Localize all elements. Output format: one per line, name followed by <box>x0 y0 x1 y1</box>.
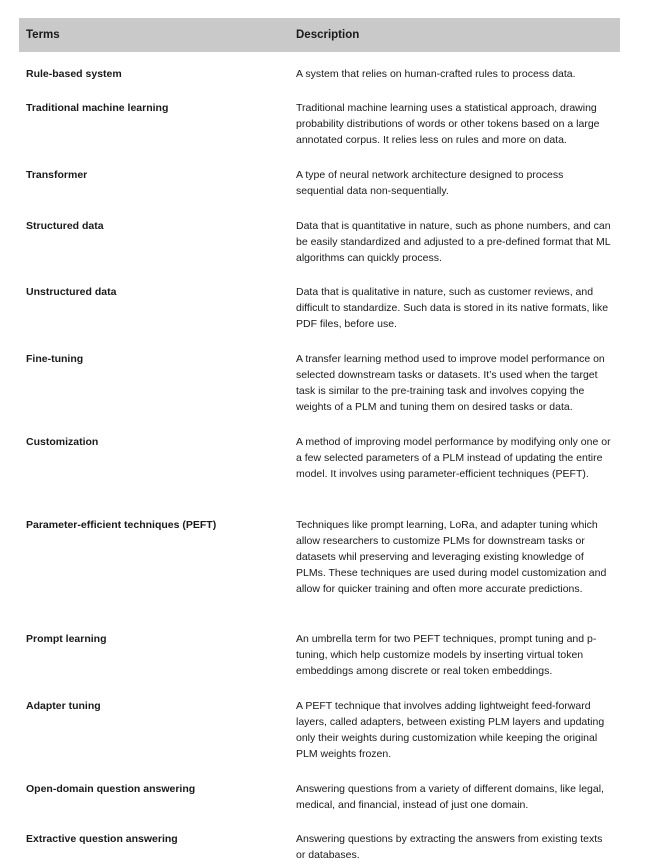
row-description: Data that is qualitative in nature, such as customer reviews, and difficult to standardize. Such data is stored in its native formats, like PDF files, before use. <box>296 286 609 330</box>
table-row <box>19 66 620 82</box>
row-term: Structured data <box>26 220 104 232</box>
row-term: Unstructured data <box>26 286 117 298</box>
row-description: A transfer learning method used to improve model performance on selected downstream tasks or datasets. It’s used when the target task is similar to the pre-training task and involves copying the weights of a PLM and tuning them on desired tasks or data. <box>296 353 605 413</box>
row-term: Extractive question answering <box>26 833 178 845</box>
table-row <box>19 698 620 762</box>
table-row <box>19 167 620 199</box>
table-row <box>19 631 620 679</box>
glossary-table <box>19 18 620 861</box>
table-row <box>19 351 620 415</box>
table-row <box>19 831 620 863</box>
table-row <box>19 284 620 332</box>
row-description: Answering questions from a variety of different domains, like legal, medical, and financial, instead of just one domain. <box>296 783 604 811</box>
row-description: A PEFT technique that involves adding lightweight feed-forward layers, called adapters, between existing PLM layers and updating only their weights during customization while keeping the original PLM weights frozen. <box>296 700 605 760</box>
header-terms: Terms <box>26 29 60 41</box>
row-term: Fine-tuning <box>26 353 84 365</box>
row-term: Open-domain question answering <box>26 783 196 795</box>
row-term: Customization <box>26 436 99 448</box>
row-description: Traditional machine learning uses a statistical approach, drawing probability distributions of words or other tokens based on a large annotated corpus. It relies less on rules and more on data. <box>296 102 600 146</box>
row-term: Rule-based system <box>26 68 122 80</box>
row-description: A system that relies on human-crafted rules to process data. <box>296 68 576 80</box>
row-description: Techniques like prompt learning, LoRa, and adapter tuning which allow researchers to customize PLMs for downstream tasks or datasets whil preserving and leveraging existing knowledge of PLMs. These techniques are used during model customization and allow for quicker training and often more accurate predictions. <box>296 519 607 595</box>
table-header <box>19 18 620 52</box>
table-row <box>19 100 620 148</box>
row-description: An umbrella term for two PEFT techniques, prompt tuning and p-tuning, which help customize models by inserting virtual token embeddings among discrete or real token embeddings. <box>296 633 597 677</box>
row-description: A method of improving model performance by modifying only one or a few selected parameters of a PLM instead of updating the entire model. It involves using parameter-efficient techniques (PEFT). <box>296 436 611 480</box>
row-description: A type of neural network architecture designed to process sequential data non-sequentially. <box>296 169 564 197</box>
row-description: Data that is quantitative in nature, such as phone numbers, and can be easily standardized and adjusted to a pre-defined format that ML algorithms can quickly process. <box>296 220 611 264</box>
header-description: Description <box>296 29 360 41</box>
table-row <box>19 434 620 482</box>
row-term: Transformer <box>26 169 88 181</box>
row-term: Adapter tuning <box>26 700 101 712</box>
table-row <box>19 781 620 813</box>
row-description: Answering questions by extracting the answers from existing texts or databases. <box>296 833 603 861</box>
row-term: Prompt learning <box>26 633 107 645</box>
table-row <box>19 218 620 266</box>
row-term: Parameter-efficient techniques (PEFT) <box>26 519 217 531</box>
table-row <box>19 517 620 597</box>
row-term: Traditional machine learning <box>26 102 169 114</box>
